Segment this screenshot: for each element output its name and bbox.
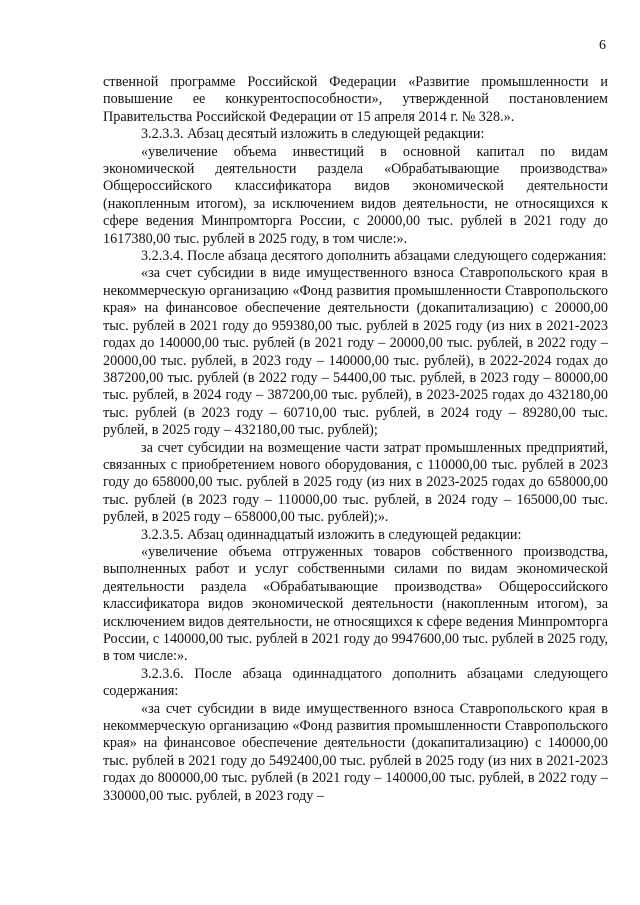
paragraph-continuation: ственной программе Российской Федерации «Развитие промышленности и повышение ее конкурентоспособности», утвержденной постановлением Правительства Российской Федерации от 15 апреля 2014 г. № 328.». bbox=[103, 74, 608, 125]
paragraph-equipment-subsidy: за счет субсидии на возмещение части затрат промышленных предприятий, связанных с приобретением нового оборудования, с 110000,00 тыс. рублей в 2023 году до 658000,00 тыс. рублей в 2025 году (из них в 2023-2025 годах до 658000,00 тыс. рублей (в 2023 году – 110000,00 тыс. рублей, в 2024 году – 165000,00 тыс. рублей, в 2025 году – 658000,00 тыс. рублей);». bbox=[103, 439, 608, 526]
page-number: 6 bbox=[599, 38, 606, 53]
paragraph-fund-subsidy: «за счет субсидии в виде имущественного взноса Ставропольского края в некоммерческую организацию «Фонд развития промышленности Ставропольского края» на финансовое обеспечение деятельности (докапитализацию) с 20000,00 тыс. рублей в 2021 году до 959380,00 тыс. рублей в 2025 году (из них в 2021-2023 годах до 140000,00 тыс. рублей (в 2021 году – 20000,00 тыс. рублей, в 2022 году – 20000,00 тыс. рублей, в 2023 году – 140000,00 тыс. рублей), в 2022-2024 годах до 387200,00 тыс. рублей (в 2022 году – 54400,00 тыс. рублей, в 2023 году – 80000,00 тыс. рублей, в 2024 году – 387200,00 тыс. рублей), в 2023-2025 годах до 432180,00 тыс. рублей (в 2023 году – 60710,00 тыс. рублей, в 2024 году – 89280,00 тыс. рублей, в 2025 году – 432180,00 тыс. рублей); bbox=[103, 265, 608, 439]
paragraph-fund-subsidy-2: «за счет субсидии в виде имущественного взноса Ставропольского края в некоммерческую организацию «Фонд развития промышленности Ставропольского края» на финансовое обеспечение деятельности (докапитализацию) с 140000,00 тыс. рублей в 2021 году до 5492400,00 тыс. рублей в 2025 году (из них в 2021-2023 годах до 800000,00 тыс. рублей (в 2021 году – 140000,00 тыс. рублей, в 2022 году – 330000,00 тыс. рублей, в 2023 году – bbox=[103, 700, 608, 804]
paragraph-investment-volume: «увеличение объема инвестиций в основной капитал по видам экономической деятельности раздела «Обрабатывающие производства» Общероссийского классификатора видов экономической деятельности (накопленным итогом), за исключением видов деятельности, не относящихся к сфере ведения Минпромторга России, с 20000,00 тыс. рублей в 2021 году до 1617380,00 тыс. рублей в 2025 году, в том числе:». bbox=[103, 143, 608, 247]
paragraph-3-2-3-6: 3.2.3.6. После абзаца одиннадцатого дополнить абзацами следующего содержания: bbox=[103, 665, 608, 700]
paragraph-shipped-goods-volume: «увеличение объема отгруженных товаров собственного производства, выполненных работ и услуг собственными силами по видам экономической деятельности раздела «Обрабатывающие производства» Общероссийского классификатора видов экономической деятельности (накопленным итогом), за исключением видов деятельности, не относящихся к сфере ведения Минпромторга России, с 140000,00 тыс. рублей в 2021 году до 9947600,00 тыс. рублей в 2025 году, в том числе:». bbox=[103, 543, 608, 665]
paragraph-3-2-3-4: 3.2.3.4. После абзаца десятого дополнить абзацами следующего содержания: bbox=[141, 248, 607, 265]
document-body bbox=[103, 74, 608, 805]
paragraph-3-2-3-5: 3.2.3.5. Абзац одиннадцатый изложить в следующей редакции: bbox=[141, 526, 522, 543]
paragraph-3-2-3-3: 3.2.3.3. Абзац десятый изложить в следующей редакции: bbox=[141, 126, 485, 143]
